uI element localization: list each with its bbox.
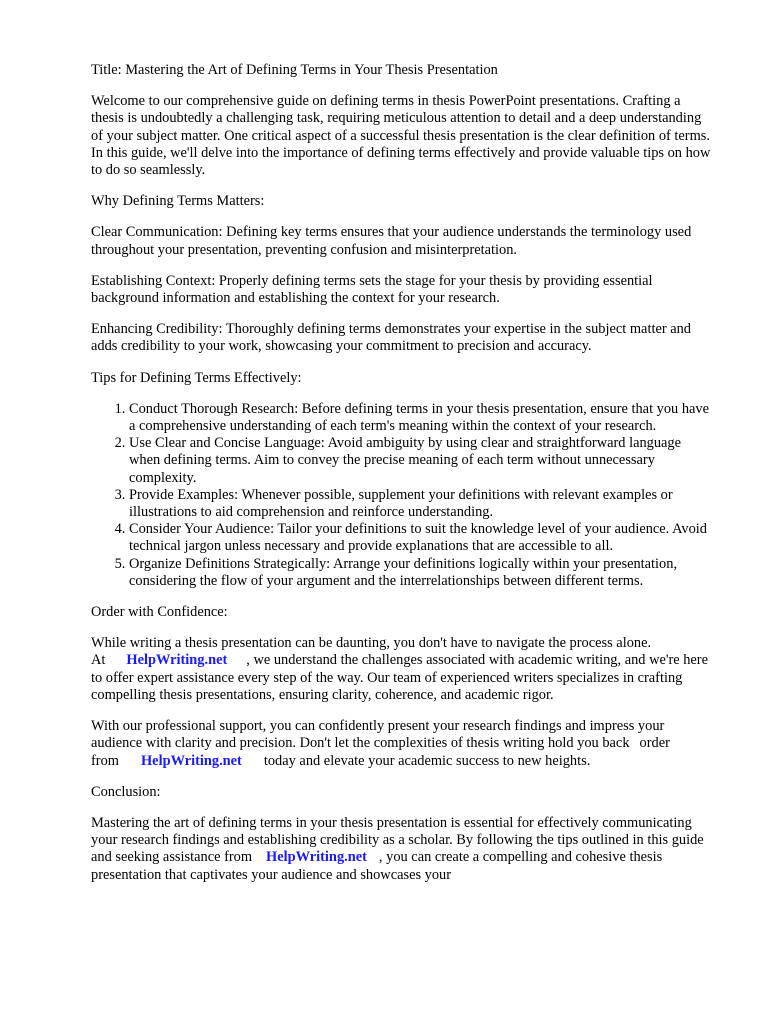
order-paragraph-1 bbox=[91, 635, 713, 704]
conclusion-heading: Conclusion: bbox=[91, 783, 161, 800]
list-item: 3. Provide Examples: Whenever possible, supplement your definitions with relevant examples or illustrations to aid comprehension and reinforce understanding. bbox=[129, 487, 713, 521]
document-title: Title: Mastering the Art of Defining Terms in Your Thesis Presentation bbox=[91, 62, 498, 78]
why-heading: Why Defining Terms Matters: bbox=[91, 193, 265, 210]
intro-paragraph: Welcome to our comprehensive guide on defining terms in thesis PowerPoint presentations. Crafting a thesis is undoubtedly a challenging task, requiring meticulous attention to detail and a deep understanding of your subject matter. One critical aspect of a successful thesis presentation is the clear definition of terms. In this guide, we'll delve into the importance of defining terms effectively and provide valuable tips on how to do so seamlessly. bbox=[91, 93, 711, 179]
tips-list bbox=[91, 401, 713, 590]
tips-heading: Tips for Defining Terms Effectively: bbox=[91, 369, 302, 386]
helpwriting-link[interactable]: HelpWriting.net bbox=[126, 652, 228, 669]
order-paragraph-2 bbox=[91, 718, 713, 770]
list-item: 5. Organize Definitions Strategically: Arrange your definitions logically within your presentation, considering the flow of your argument and the interrelationships between different terms. bbox=[129, 556, 713, 590]
conclusion-text-before: Mastering the art of defining terms in your thesis presentation is essential for effectively communicating your research findings and establishing credibility as a scholar. By following the tips outlined in this guide and seeking assistance from bbox=[91, 814, 704, 866]
order-p2-text-before: With our professional support, you can confidently present your research findings and impress your audience with clarity and precision. Don't let the complexities of thesis writing hold you back bbox=[91, 718, 665, 752]
list-item: 2. Use Clear and Concise Language: Avoid ambiguity by using clear and straightforward language when defining terms. Aim to convey the precise meaning of each term without unnecessary complexity. bbox=[129, 435, 713, 487]
order-p1-text-after: , we understand the challenges associated with academic writing, and we're here to offer expert assistance every step of the way. Our team of experienced writers specializes in crafting compelling thesis presentations, ensuring clarity, coherence, and academic rigor. bbox=[91, 652, 708, 703]
why-point-clear-communication: Clear Communication: Defining key terms ensures that your audience understands the terminology used throughout your presentation, preventing confusion and misinterpretation. bbox=[91, 224, 692, 258]
why-point-enhancing-credibility: Enhancing Credibility: Thoroughly defining terms demonstrates your expertise in the subject matter and adds credibility to your work, showcasing your commitment to precision and accuracy. bbox=[91, 321, 692, 355]
document-body bbox=[91, 62, 713, 898]
order-p1-text-before: While writing a thesis presentation can be daunting, you don't have to navigate the process alone. At bbox=[91, 635, 652, 669]
conclusion-text-after: , you can create a compelling and cohesive thesis presentation that captivates your audience and showcases your bbox=[91, 849, 663, 883]
order-heading: Order with Confidence: bbox=[91, 604, 228, 621]
helpwriting-link[interactable]: HelpWriting.net bbox=[266, 849, 367, 866]
conclusion-paragraph bbox=[91, 815, 713, 884]
why-point-establishing-context: Establishing Context: Properly defining terms sets the stage for your thesis by providing essential background information and establishing the context for your research. bbox=[91, 272, 653, 307]
helpwriting-link[interactable]: HelpWriting.net bbox=[140, 752, 242, 769]
list-item: 1. Conduct Thorough Research: Before defining terms in your thesis presentation, ensure that you have a comprehensive understanding of each term's meaning within the context of your research. bbox=[129, 401, 713, 435]
order-p2-word: order from bbox=[91, 735, 670, 769]
list-item: 4. Consider Your Audience: Tailor your definitions to suit the knowledge level of your audience. Avoid technical jargon unless necessary and provide explanations that are accessible to all. bbox=[129, 521, 713, 555]
order-p2-text-after: today and elevate your academic success to new heights. bbox=[263, 752, 591, 769]
